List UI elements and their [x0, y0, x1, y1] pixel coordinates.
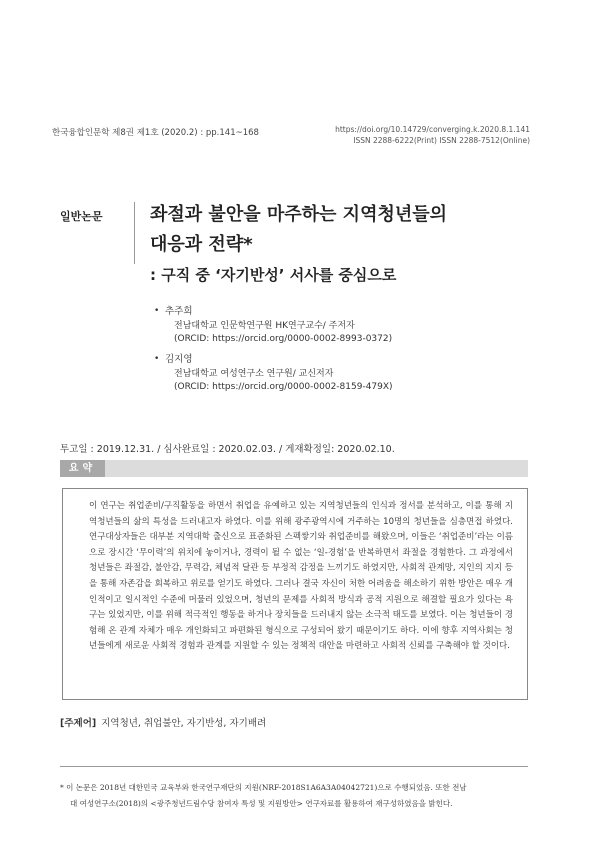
keywords	[60, 715, 266, 729]
author-1	[154, 305, 393, 346]
bullet-icon: •	[154, 354, 160, 364]
article-subtitle: : 구직 중 ‘자기반성’ 서사를 중심으로	[150, 266, 397, 284]
footnote-divider	[60, 766, 528, 767]
abstract-header-bar	[60, 460, 528, 477]
footnote-line-1: * 이 논문은 2018년 대한민국 교육부와 한국연구재단의 지원(NRF-2018S1A6A3A04042721)으로 수행되었음. 또한 전남	[60, 783, 467, 792]
doi-link[interactable]: https://doi.org/10.14729/converging.k.2020.8.1.141	[335, 125, 530, 134]
author-list	[154, 305, 393, 401]
abstract-label: 요약	[60, 460, 105, 477]
article-title	[150, 200, 530, 260]
abstract-text: 이 연구는 취업준비/구직활동을 하면서 취업을 유예하고 있는 지역청년들의 인식과 정서를 분석하고, 이를 통해 지역청년들의 삶의 특성을 드러내고자 하였다. 이를 위해 광주광역시에 거주하는 10명의 청년들을 심층면접 하였다. 연구대상자들은 대부분 지역대학 출신으로 표준화된 스펙쌓기와 취업준비를 해왔으며, 이들은 ‘취업준비’라는 이름으로 장시간 ‘무이력’의 위치에 놓이거나, 경력이 될 수 없는 ‘일-경험’을 반복하면서 좌절을 경험한다. 그 과정에서 청년들은 좌절감, 불안감, 무력감, 체념적 달관 등 부정적 감정을 느끼기도 하였지만, 사회적 관계망, 지인의 지지 등을 통해 자존감을 회복하고 위로를 얻기도 하였다. 그러나 결국 자신이 처한 어려움을 해소하기 위한 방안은 매우 개인적이고 일시적인 수준에 머물러 있었으며, 청년의 문제를 사회적 방식과 공적 지원으로 해결할 필요가 있다는 욕구는 있었지만, 이를 위해 적극적인 행동을 하거나 장치들을 드러내지 않는 소극적 태도를 보였다. 이는 청년들이 경험해 온 관계 자체가 매우 개인화되고 파편화된 형식으로 구성되어 왔기 때문이기도 하다. 이에 향후 지역사회는 청년들에게 새로운 사회적 경험과 관계를 지원할 수 있는 정책적 대안을 마련하고 사회적 신뢰를 구축해야 할 것이다.	[89, 501, 513, 652]
author-name: 김지영	[165, 354, 193, 365]
author-orcid[interactable]: (ORCID: https://orcid.org/0000-0002-8159-479X)	[174, 382, 393, 392]
issn-info: ISSN 2288-6222(Print) ISSN 2288-7512(Online)	[353, 136, 530, 145]
bullet-icon: •	[154, 306, 160, 316]
author-affiliation: 전남대학교 여성연구소 연구원/ 교신저자	[174, 369, 334, 379]
author-2	[154, 353, 393, 394]
keywords-label: [주제어]	[60, 718, 97, 729]
keywords-text: 지역청년, 취업불안, 자기반성, 자기배려	[101, 718, 267, 729]
title-divider	[134, 202, 135, 264]
footnote	[60, 780, 530, 812]
title-line-2: 대응과 전략*	[150, 234, 253, 255]
journal-info: 한국융합인문학 제8권 제1호 (2020.2) : pp.141~168	[52, 128, 259, 138]
title-line-1: 좌절과 불안을 마주하는 지역청년들의	[150, 204, 448, 225]
doi-issn-block	[335, 124, 530, 146]
submission-dates: 투고일 : 2019.12.31. / 심사완료일 : 2020.02.03. / 게재확정일: 2020.02.10.	[60, 444, 395, 455]
article-category: 일반논문	[60, 210, 103, 223]
author-orcid[interactable]: (ORCID: https://orcid.org/0000-0002-8993-0372)	[174, 334, 393, 344]
footnote-line-2: 대 여성연구소(2018)의 <광주청년드림수당 참여자 특성 및 지원방안> 연구자료를 활용하여 재구성하였음을 밝힌다.	[70, 799, 453, 808]
author-name: 추주희	[165, 306, 193, 317]
abstract-box	[62, 488, 528, 700]
author-affiliation: 전남대학교 인문학연구원 HK연구교수/ 주저자	[174, 321, 355, 331]
